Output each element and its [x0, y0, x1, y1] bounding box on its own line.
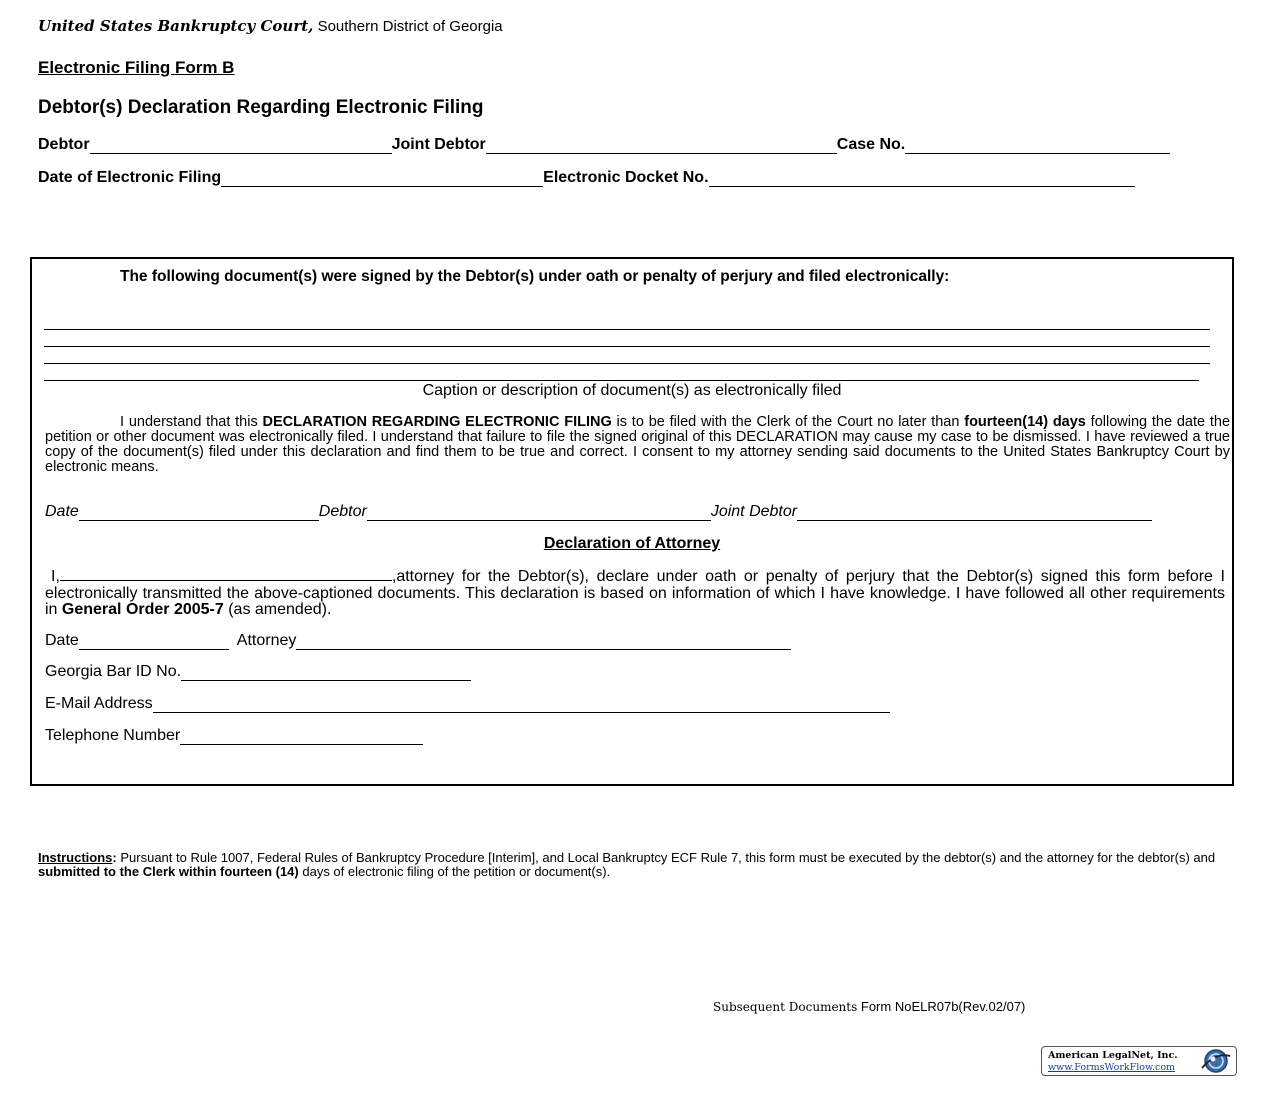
globe-icon: [1198, 1048, 1232, 1074]
bar-id-label: Georgia Bar ID No.: [45, 663, 182, 680]
form-label: Electronic Filing Form B: [38, 58, 235, 77]
sig-joint-label: Joint Debtor: [710, 503, 798, 520]
email-label: E-Mail Address: [45, 695, 153, 712]
date-filing-label: Date of Electronic Filing: [38, 169, 222, 186]
american-legalnet-logo[interactable]: [1041, 1046, 1237, 1076]
intro-sentence: The following document(s) were signed by the Debtor(s) under oath or penalty of perjury and filed electronically:: [120, 268, 950, 285]
sig-date-label: Date: [45, 503, 79, 520]
docket-no-field[interactable]: [709, 172, 1135, 187]
email-row: [45, 695, 890, 713]
top-fields-row-2: [38, 169, 1135, 187]
instructions: [38, 851, 1228, 879]
instructions-bold: submitted to the Clerk within fourteen (14): [38, 864, 299, 879]
date-attorney-row: [45, 632, 791, 650]
instructions-colon: :: [112, 850, 117, 865]
signature-row: [45, 503, 1152, 521]
phone-row: [45, 727, 423, 745]
case-no-field[interactable]: [905, 139, 1170, 154]
understanding-paragraph: [45, 415, 1230, 475]
document-line-4[interactable]: [44, 380, 1199, 381]
caption-label: Caption or description of document(s) as electronically filed: [422, 382, 842, 399]
instructions-text-1: Pursuant to Rule 1007, Federal Rules of Bankruptcy Procedure [Interim], and Local Bankruptcy ECF Rule 7, this form must be executed by the debtor(s) and the attorney for the debtor(s) and: [116, 850, 1216, 865]
document-line-3[interactable]: [44, 363, 1210, 364]
attorney-field[interactable]: [296, 635, 791, 650]
case-no-label: Case No.: [836, 136, 906, 153]
joint-debtor-field[interactable]: [486, 139, 837, 154]
instructions-text-2: days of electronic filing of the petition or document(s).: [298, 864, 611, 879]
district-name: Southern District of Georgia: [317, 18, 503, 35]
document-line-1[interactable]: [44, 329, 1210, 330]
para-bold-2: fourteen(14) days: [964, 414, 1086, 430]
joint-debtor-label: Joint Debtor: [391, 136, 486, 153]
debtor-field[interactable]: [90, 139, 392, 154]
para-text-3: following the date the petition or other document was electronically filed. I understand that failure to file the signed original of this DECLARATION may cause my case to be dismissed. I have reviewed a true copy of the document(s) filed under this declaration and find them to be true and correct. I consent to my attorney sending said documents to the United States Bankruptcy Court by electronic means.: [45, 414, 1231, 475]
phone-field[interactable]: [180, 730, 423, 745]
sig-debtor-label: Debtor: [318, 503, 367, 520]
sig-debtor-field[interactable]: [367, 506, 711, 521]
logo-name: American LegalNet, Inc.: [1048, 1050, 1178, 1061]
para-text-1: I understand that this: [120, 414, 263, 430]
logo-url[interactable]: www.FormsWorkFlow.com: [1048, 1062, 1176, 1073]
declaration-box: [30, 257, 1234, 786]
atty-text-1: ,attorney for the Debtor(s), declare under oath or penalty of perjury that the Debtor(s) signed this form before I electronically transmitted the above-captioned documents. This declaration is based on information of which I have knowledge. I have followed all other requirements in: [45, 568, 1225, 618]
atty-i: I,: [51, 568, 60, 585]
document-line-2[interactable]: [44, 346, 1210, 347]
sig-date-field[interactable]: [79, 506, 319, 521]
docket-no-label: Electronic Docket No.: [543, 169, 709, 186]
para-bold-1: DECLARATION REGARDING ELECTRONIC FILING: [262, 414, 612, 430]
page-title: Debtor(s) Declaration Regarding Electronic Filing: [38, 97, 484, 118]
form-number: [713, 999, 1025, 1014]
phone-label: Telephone Number: [45, 727, 181, 744]
top-fields-row-1: [38, 136, 1170, 154]
general-order: General Order 2005-7: [61, 601, 224, 618]
date-field[interactable]: [79, 635, 229, 650]
debtor-label: Debtor: [38, 136, 90, 153]
attorney-name-field[interactable]: [60, 568, 392, 581]
subsequent-label: Subsequent Documents: [713, 1000, 858, 1014]
date-filing-field[interactable]: [221, 172, 543, 187]
attorney-heading: Declaration of Attorney: [543, 535, 721, 552]
court-heading: [38, 17, 503, 35]
para-text-2: is to be filed with the Clerk of the Court no later than: [611, 414, 965, 430]
instructions-label: Instructions: [38, 850, 113, 865]
attorney-paragraph: [45, 568, 1225, 619]
sig-joint-field[interactable]: [797, 506, 1152, 521]
court-name: United States Bankruptcy Court,: [38, 17, 314, 35]
date-label: Date: [45, 632, 79, 649]
form-no: Form NoELR07b(Rev.02/07): [860, 999, 1026, 1014]
intro-text: [45, 268, 1195, 285]
bar-id-field[interactable]: [181, 666, 471, 681]
bar-id-row: [45, 663, 471, 681]
email-field[interactable]: [153, 698, 890, 713]
attorney-label: Attorney: [236, 632, 297, 649]
atty-text-2: (as amended).: [223, 601, 332, 618]
